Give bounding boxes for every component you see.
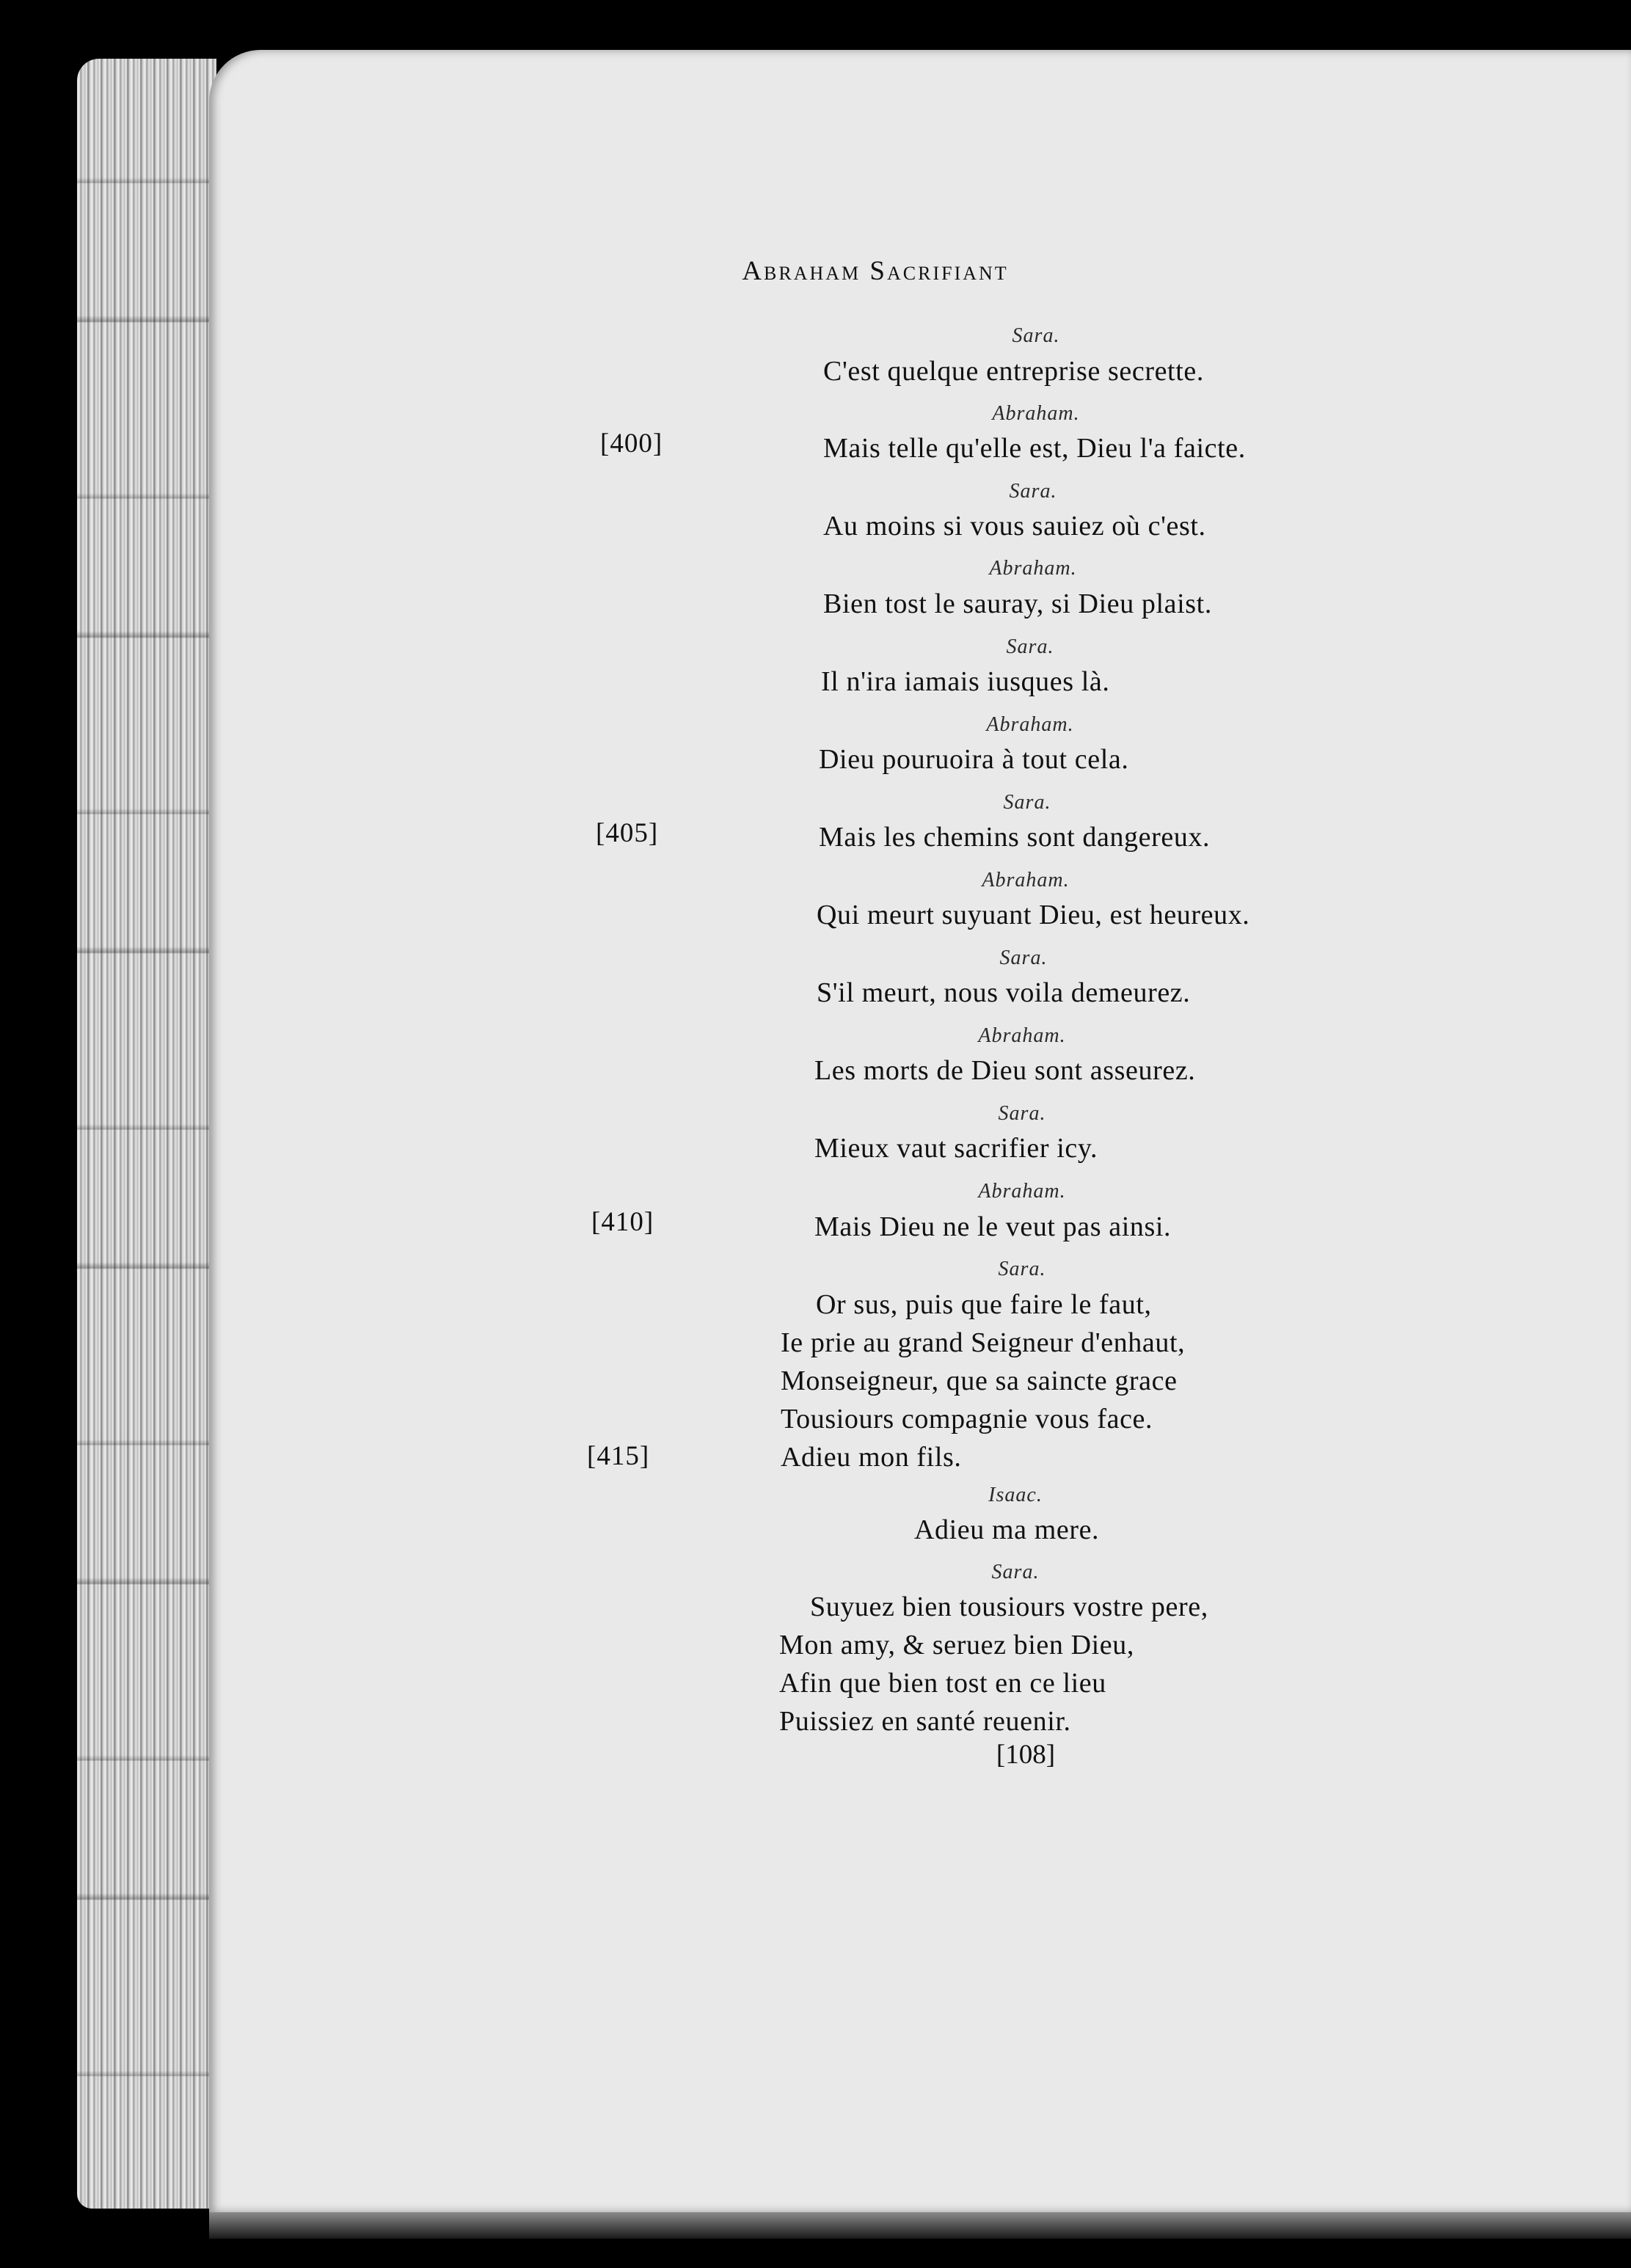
- verse-line: Tousiours compagnie vous face.: [781, 1404, 1153, 1434]
- speaker-abraham: Abraham.: [982, 869, 1070, 891]
- line-number-405: [405]: [596, 818, 659, 848]
- page-number: [108]: [996, 1740, 1056, 1770]
- speaker-sara: Sara.: [1009, 480, 1057, 503]
- verse-line: C'est quelque entreprise secrette.: [823, 356, 1204, 387]
- verse-line: S'il meurt, nous voila demeurez.: [817, 977, 1191, 1008]
- line-number-400: [400]: [600, 429, 663, 459]
- verse-line: Au moins si vous sauiez où c'est.: [823, 511, 1206, 542]
- verse-line: Mais Dieu ne le veut pas ainsi.: [814, 1211, 1172, 1242]
- verse-line: Monseigneur, que sa saincte grace: [781, 1365, 1178, 1396]
- verse-line: Bien tost le sauray, si Dieu plaist.: [823, 588, 1212, 619]
- speaker-sara: Sara.: [999, 947, 1048, 969]
- verse-line: Adieu ma mere.: [914, 1514, 1100, 1545]
- verse-line: Mais les chemins sont dangereux.: [819, 822, 1211, 853]
- speaker-sara: Sara.: [1006, 635, 1054, 658]
- verse-line: Il n'ira iamais iusques là.: [821, 666, 1110, 697]
- verse-line: Les morts de Dieu sont asseurez.: [814, 1055, 1196, 1086]
- speaker-isaac: Isaac.: [988, 1484, 1043, 1506]
- verse-line: Mais telle qu'elle est, Dieu l'a faicte.: [823, 433, 1246, 464]
- speaker-abraham: Abraham.: [978, 1180, 1066, 1203]
- speaker-abraham: Abraham.: [986, 713, 1074, 736]
- line-number-415: [415]: [587, 1441, 650, 1471]
- speaker-sara: Sara.: [998, 1258, 1046, 1280]
- verse-line: Adieu mon fils.: [781, 1442, 962, 1473]
- verse-line: Mieux vaut sacrifier icy.: [814, 1133, 1098, 1164]
- speaker-sara: Sara.: [998, 1102, 1046, 1125]
- verse-line: Ie prie au grand Seigneur d'enhaut,: [781, 1327, 1186, 1358]
- verse-line: Mon amy, & seruez bien Dieu,: [779, 1630, 1134, 1660]
- speaker-abraham: Abraham.: [989, 557, 1077, 580]
- verse-line: Afin que bien tost en ce lieu: [779, 1668, 1106, 1699]
- verse-line: Dieu pouruoira à tout cela.: [819, 744, 1129, 775]
- running-title: Abraham Sacrifiant: [742, 256, 1009, 286]
- verse-line: Puissiez en santé reuenir.: [779, 1706, 1071, 1737]
- speaker-abraham: Abraham.: [992, 402, 1080, 425]
- speaker-sara: Sara.: [991, 1561, 1040, 1583]
- verse-line: Qui meurt suyuant Dieu, est heureux.: [817, 900, 1250, 930]
- page-edges: [77, 59, 216, 2209]
- line-number-410: [410]: [591, 1207, 654, 1237]
- verse-line: Or sus, puis que faire le faut,: [816, 1289, 1152, 1320]
- speaker-sara: Sara.: [1003, 791, 1051, 814]
- speaker-abraham: Abraham.: [978, 1024, 1066, 1047]
- verse-line: Suyuez bien tousiours vostre pere,: [810, 1591, 1208, 1622]
- speaker-sara: Sara.: [1012, 324, 1060, 347]
